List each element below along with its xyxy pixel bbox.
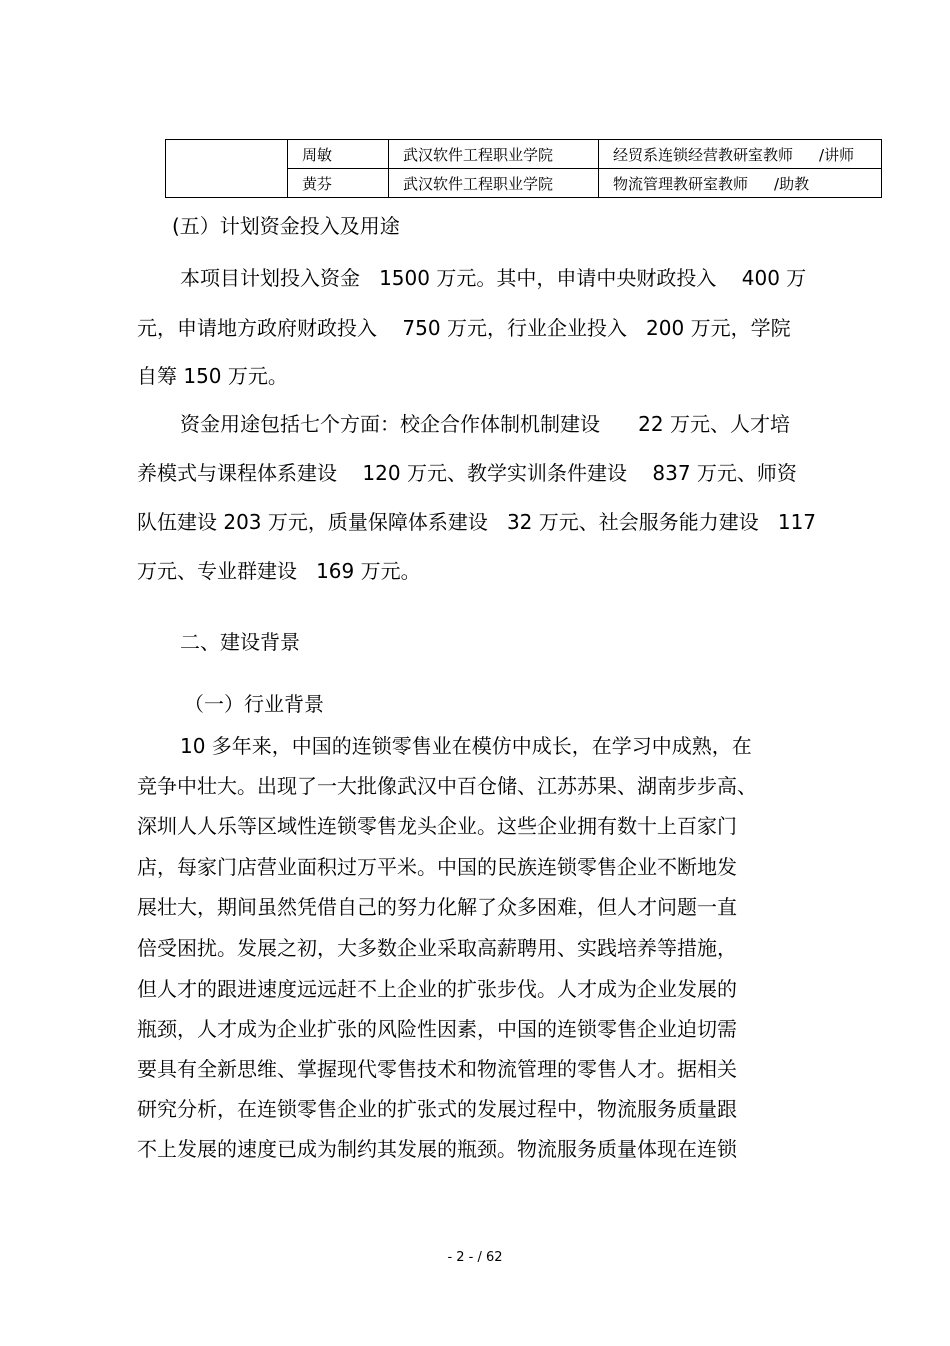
table-cell-position [599, 169, 882, 198]
table-cell-blank [166, 140, 288, 198]
table-cell-name: 黄芬 [288, 169, 389, 198]
paragraph-line: 深圳人人乐等区域性连锁零售龙头企业。这些企业拥有数十上百家门 [137, 814, 737, 838]
table-row [166, 140, 882, 169]
paragraph-line: 瓶颈，人才成为企业扩张的风险性因素，中国的连锁零售企业迫切需 [137, 1017, 737, 1041]
paragraph-line: 店，每家门店营业面积过万平米。中国的民族连锁零售企业不断地发 [137, 855, 737, 879]
paragraph-line: 队伍建设 203 万元，质量保障体系建设 32 万元、社会服务能力建设 117 [137, 510, 817, 534]
paragraph-line: 要具有全新思维、掌握现代零售技术和物流管理的零售人才。据相关 [137, 1057, 737, 1081]
table-cell-institution: 武汉软件工程职业学院 [389, 169, 599, 198]
paragraph-line: 10 多年来，中国的连锁零售业在模仿中成长，在学习中成熟，在 [180, 734, 752, 758]
table-cell-institution: 武汉软件工程职业学院 [389, 140, 599, 169]
title-text: /助教 [774, 174, 810, 193]
paragraph-line: 万元、专业群建设 169 万元。 [137, 559, 421, 583]
staff-table [165, 139, 882, 198]
table-cell-position [599, 140, 882, 169]
position-text: 经贸系连锁经营教研室教师 [613, 145, 794, 164]
position-text: 物流管理教研室教师 [613, 174, 749, 193]
chapter-heading: 二、建设背景 [180, 630, 300, 654]
paragraph-line: 本项目计划投入资金 1500 万元。其中，申请中央财政投入 400 万 [180, 266, 807, 290]
paragraph-line: 资金用途包括七个方面：校企合作体制机制建设 22 万元、人才培 [180, 412, 790, 436]
paragraph-line: 展壮大，期间虽然凭借自己的努力化解了众多困难，但人才问题一直 [137, 895, 737, 919]
paragraph-line: 自筹 150 万元。 [137, 364, 288, 388]
title-text: /讲师 [819, 145, 855, 164]
paragraph-line: 研究分析，在连锁零售企业的扩张式的发展过程中，物流服务质量跟 [137, 1097, 737, 1121]
paragraph-line: 倍受困扰。发展之初，大多数企业采取高薪聘用、实践培养等措施， [137, 936, 737, 960]
paragraph-line: 不上发展的速度已成为制约其发展的瓶颈。物流服务质量体现在连锁 [137, 1137, 737, 1161]
paragraph-line: 元，申请地方政府财政投入 750 万元，行业企业投入 200 万元，学院 [137, 316, 791, 340]
section-heading: (五）计划资金投入及用途 [172, 214, 400, 238]
page-number: - 2 - / 62 [447, 1250, 503, 1265]
paragraph-line: 养模式与课程体系建设 120 万元、教学实训条件建设 837 万元、师资 [137, 461, 797, 485]
paragraph-line: 但人才的跟进速度远远赶不上企业的扩张步伐。人才成为企业发展的 [137, 977, 737, 1001]
subsection-heading: （一）行业背景 [184, 692, 324, 716]
paragraph-line: 竞争中壮大。出现了一大批像武汉中百仓储、江苏苏果、湖南步步高、 [137, 774, 757, 798]
table-cell-name: 周敏 [288, 140, 389, 169]
